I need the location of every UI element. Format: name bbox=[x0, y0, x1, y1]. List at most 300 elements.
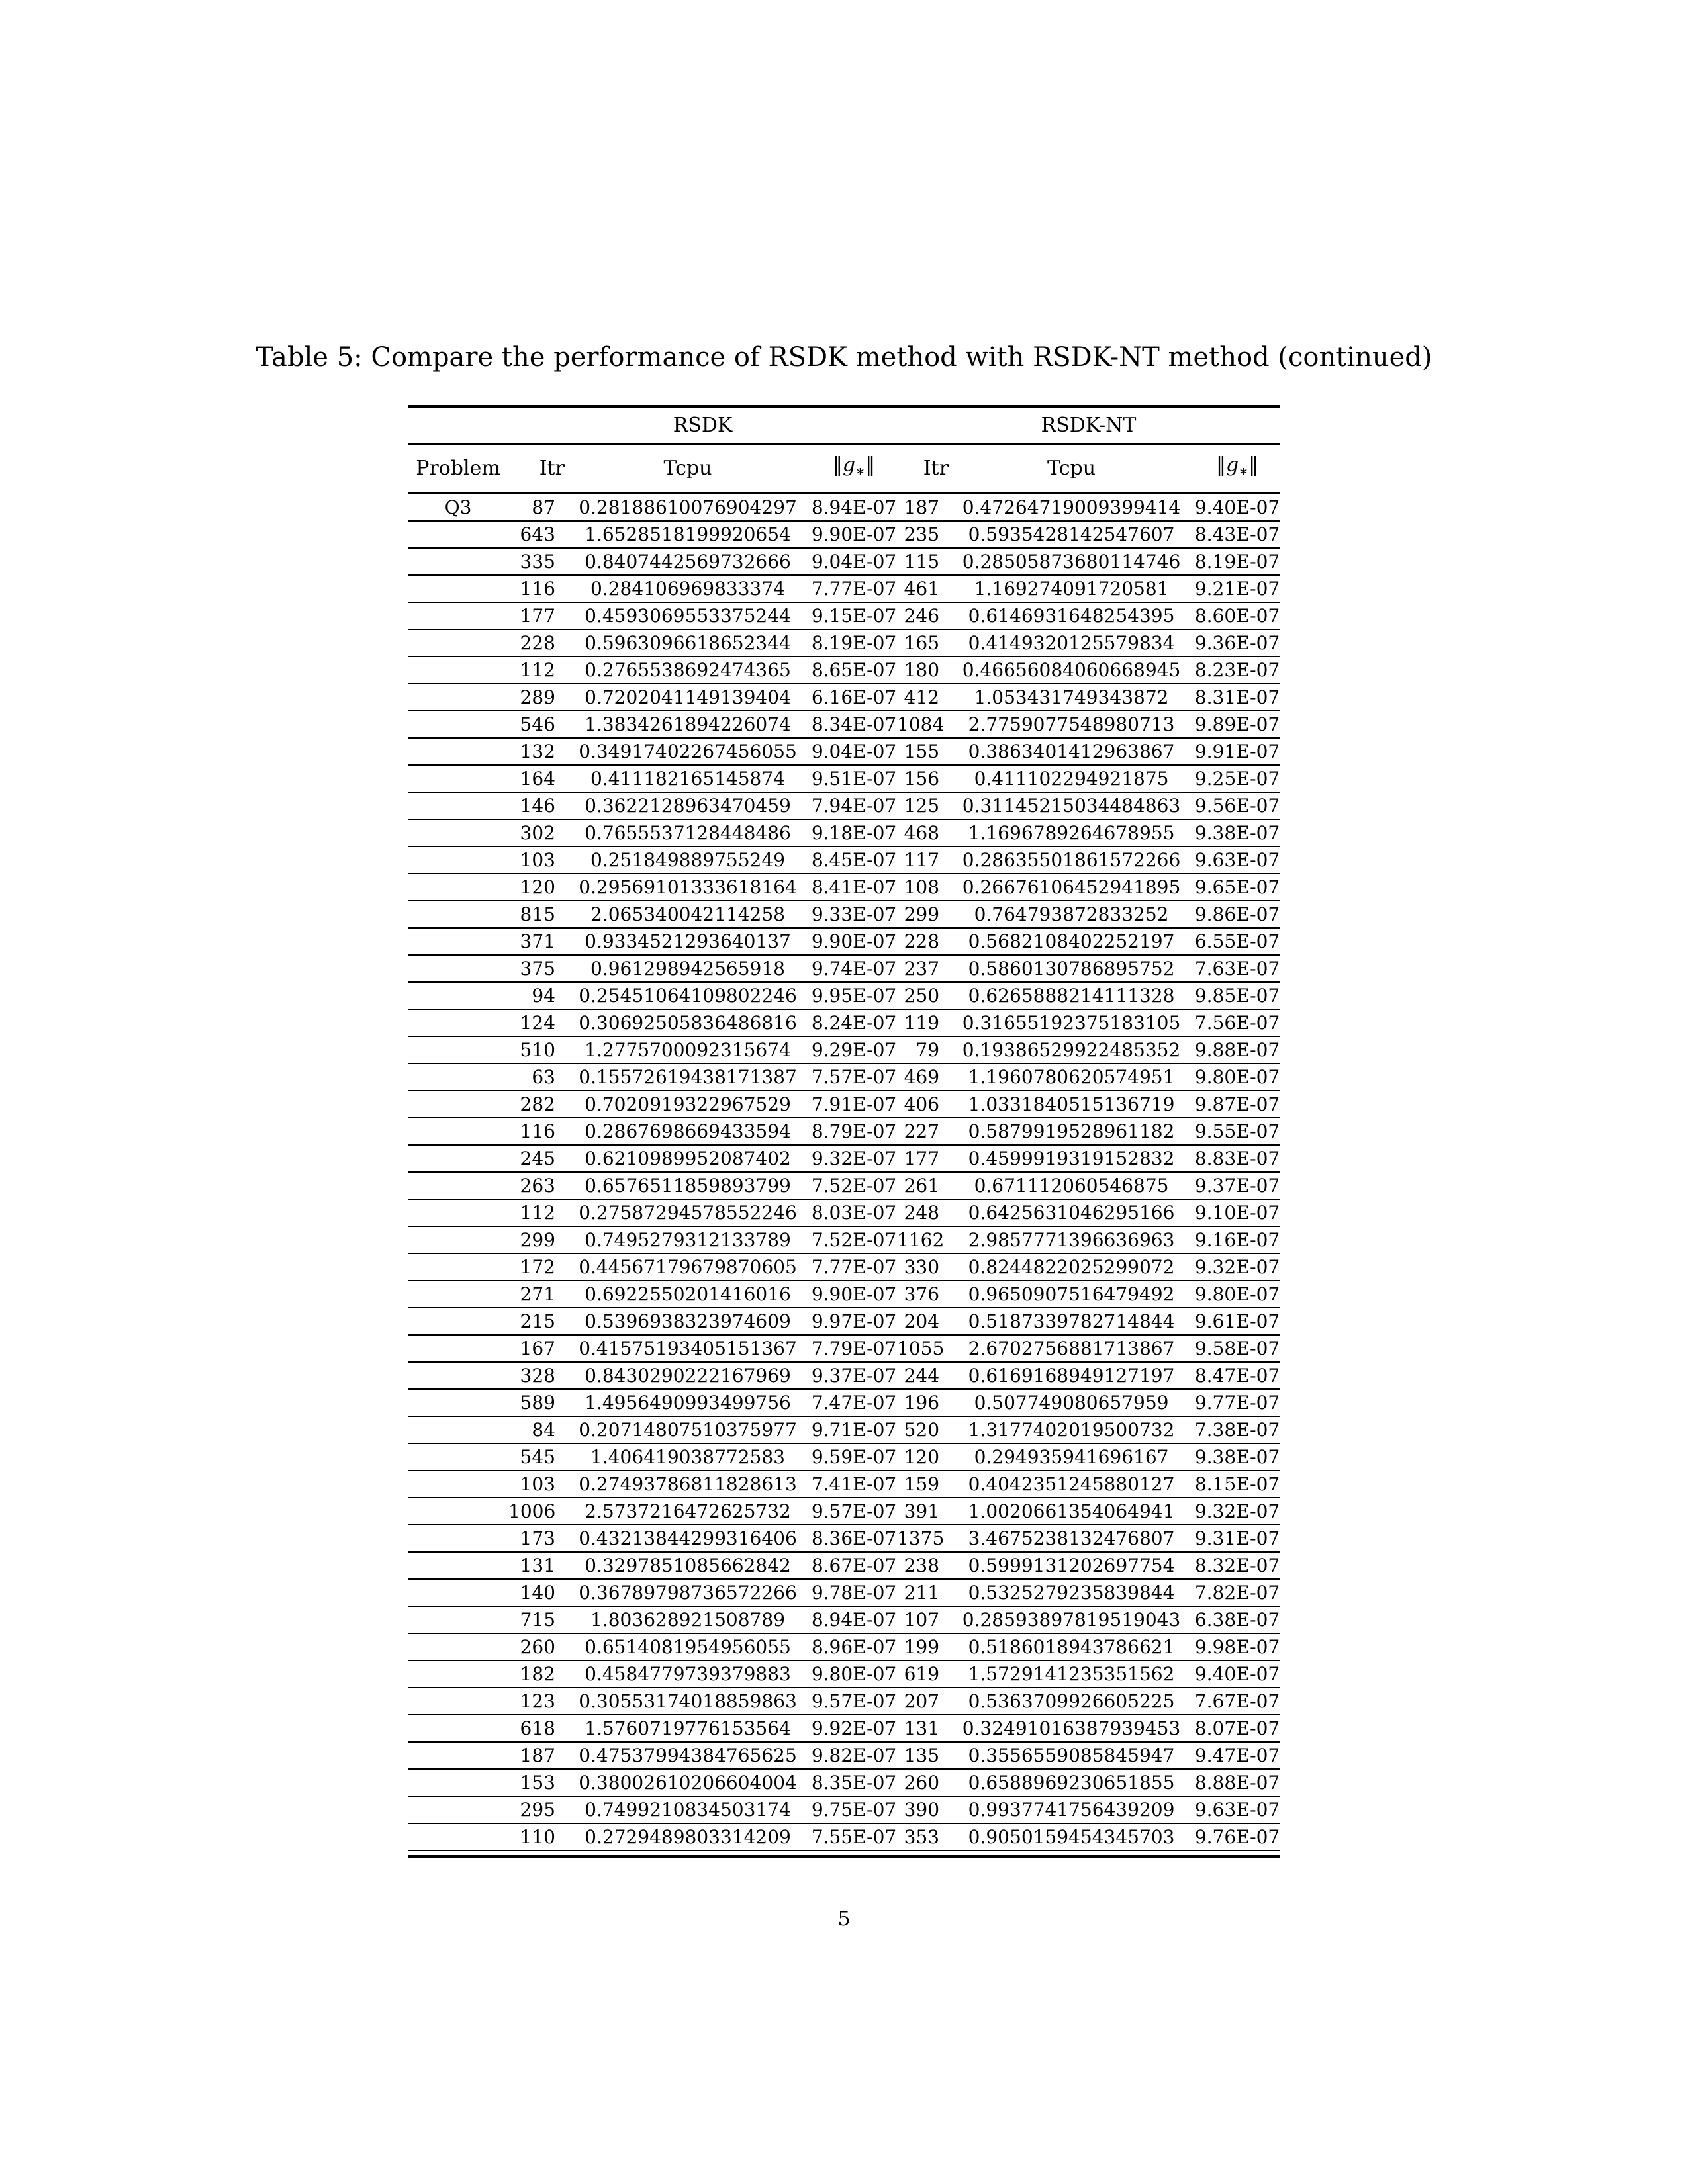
cell-problem bbox=[408, 1362, 508, 1389]
cell-itr-rsdknt: 1375 bbox=[897, 1525, 949, 1552]
cell-tcpu-rsdk: 0.7202041149139404 bbox=[565, 684, 811, 711]
column-header-tcpu-rsdknt: Tcpu bbox=[949, 444, 1194, 494]
table-row bbox=[408, 792, 1280, 819]
cell-gnorm-rsdknt: 7.82E-07 bbox=[1194, 1579, 1280, 1606]
cell-tcpu-rsdknt: 0.4599919319152832 bbox=[949, 1145, 1194, 1172]
table-row bbox=[408, 1362, 1280, 1389]
cell-tcpu-rsdk: 0.7655537128448486 bbox=[565, 819, 811, 846]
cell-itr-rsdknt: 120 bbox=[897, 1443, 949, 1471]
cell-tcpu-rsdk: 0.6210989952087402 bbox=[565, 1145, 811, 1172]
table-row bbox=[408, 1226, 1280, 1253]
cell-itr-rsdknt: 237 bbox=[897, 955, 949, 982]
cell-problem bbox=[408, 874, 508, 901]
table-row bbox=[408, 548, 1280, 575]
cell-gnorm-rsdk: 9.37E-07 bbox=[811, 1362, 897, 1389]
cell-itr-rsdknt: 1084 bbox=[897, 711, 949, 738]
cell-itr-rsdk: 173 bbox=[508, 1525, 565, 1552]
cell-gnorm-rsdk: 9.59E-07 bbox=[811, 1443, 897, 1471]
table-row bbox=[408, 1118, 1280, 1145]
cell-tcpu-rsdk: 0.3622128963470459 bbox=[565, 792, 811, 819]
cell-itr-rsdknt: 155 bbox=[897, 738, 949, 765]
cell-itr-rsdk: 172 bbox=[508, 1253, 565, 1281]
cell-itr-rsdk: 153 bbox=[508, 1769, 565, 1796]
cell-problem bbox=[408, 684, 508, 711]
table-row bbox=[408, 657, 1280, 684]
table-row bbox=[408, 1715, 1280, 1742]
cell-problem bbox=[408, 1769, 508, 1796]
cell-tcpu-rsdknt: 0.3863401412963867 bbox=[949, 738, 1194, 765]
table-row bbox=[408, 1199, 1280, 1226]
cell-problem bbox=[408, 1308, 508, 1335]
cell-gnorm-rsdk: 7.77E-07 bbox=[811, 1253, 897, 1281]
table-row bbox=[408, 1661, 1280, 1688]
cell-itr-rsdknt: 79 bbox=[897, 1036, 949, 1064]
column-header-row bbox=[408, 444, 1280, 494]
cell-gnorm-rsdk: 9.90E-07 bbox=[811, 928, 897, 955]
table-row bbox=[408, 575, 1280, 602]
cell-gnorm-rsdk: 9.04E-07 bbox=[811, 738, 897, 765]
table-row bbox=[408, 521, 1280, 548]
cell-tcpu-rsdk: 0.25451064109802246 bbox=[565, 982, 811, 1009]
cell-gnorm-rsdknt: 9.40E-07 bbox=[1194, 494, 1280, 522]
cell-tcpu-rsdk: 1.803628921508789 bbox=[565, 1606, 811, 1633]
cell-itr-rsdknt: 199 bbox=[897, 1633, 949, 1661]
column-header-gnorm-rsdk bbox=[811, 444, 897, 494]
cell-tcpu-rsdknt: 1.1696789264678955 bbox=[949, 819, 1194, 846]
cell-itr-rsdk: 643 bbox=[508, 521, 565, 548]
cell-problem bbox=[408, 738, 508, 765]
cell-itr-rsdk: 1006 bbox=[508, 1498, 565, 1525]
cell-tcpu-rsdk: 0.34917402267456055 bbox=[565, 738, 811, 765]
table-row bbox=[408, 819, 1280, 846]
cell-itr-rsdknt: 248 bbox=[897, 1199, 949, 1226]
cell-tcpu-rsdk: 0.44567179679870605 bbox=[565, 1253, 811, 1281]
table-row bbox=[408, 629, 1280, 657]
table-row bbox=[408, 1009, 1280, 1036]
group-header-rsdk-nt: RSDK-NT bbox=[897, 406, 1280, 444]
cell-gnorm-rsdknt: 9.21E-07 bbox=[1194, 575, 1280, 602]
cell-itr-rsdk: 815 bbox=[508, 901, 565, 928]
cell-itr-rsdk: 215 bbox=[508, 1308, 565, 1335]
cell-gnorm-rsdk: 7.77E-07 bbox=[811, 575, 897, 602]
cell-gnorm-rsdknt: 9.91E-07 bbox=[1194, 738, 1280, 765]
column-header-tcpu-rsdk: Tcpu bbox=[565, 444, 811, 494]
cell-itr-rsdk: 545 bbox=[508, 1443, 565, 1471]
table-row bbox=[408, 928, 1280, 955]
cell-gnorm-rsdknt: 8.47E-07 bbox=[1194, 1362, 1280, 1389]
table-row bbox=[408, 1823, 1280, 1850]
cell-tcpu-rsdknt: 0.26676106452941895 bbox=[949, 874, 1194, 901]
cell-gnorm-rsdknt: 9.47E-07 bbox=[1194, 1742, 1280, 1769]
cell-tcpu-rsdk: 0.29569101333618164 bbox=[565, 874, 811, 901]
cell-problem bbox=[408, 955, 508, 982]
table-row bbox=[408, 1443, 1280, 1471]
cell-problem bbox=[408, 1579, 508, 1606]
cell-problem bbox=[408, 1253, 508, 1281]
table-bottom-rule bbox=[408, 1855, 1280, 1858]
cell-gnorm-rsdknt: 8.07E-07 bbox=[1194, 1715, 1280, 1742]
cell-gnorm-rsdknt: 9.87E-07 bbox=[1194, 1091, 1280, 1118]
cell-itr-rsdknt: 227 bbox=[897, 1118, 949, 1145]
cell-gnorm-rsdk: 7.94E-07 bbox=[811, 792, 897, 819]
cell-itr-rsdk: 120 bbox=[508, 874, 565, 901]
cell-itr-rsdknt: 520 bbox=[897, 1416, 949, 1443]
cell-gnorm-rsdk: 8.67E-07 bbox=[811, 1552, 897, 1579]
cell-gnorm-rsdk: 7.79E-07 bbox=[811, 1335, 897, 1362]
cell-tcpu-rsdk: 0.47537994384765625 bbox=[565, 1742, 811, 1769]
cell-tcpu-rsdknt: 1.0331840515136719 bbox=[949, 1091, 1194, 1118]
cell-tcpu-rsdknt: 0.671112060546875 bbox=[949, 1172, 1194, 1199]
cell-gnorm-rsdknt: 8.60E-07 bbox=[1194, 602, 1280, 629]
cell-problem bbox=[408, 1471, 508, 1498]
cell-itr-rsdknt: 196 bbox=[897, 1389, 949, 1416]
cell-gnorm-rsdk: 9.15E-07 bbox=[811, 602, 897, 629]
table-row bbox=[408, 1688, 1280, 1715]
cell-gnorm-rsdk: 7.55E-07 bbox=[811, 1823, 897, 1850]
cell-gnorm-rsdk: 9.75E-07 bbox=[811, 1796, 897, 1823]
cell-gnorm-rsdk: 8.45E-07 bbox=[811, 846, 897, 874]
cell-gnorm-rsdknt: 9.80E-07 bbox=[1194, 1281, 1280, 1308]
results-table bbox=[408, 405, 1280, 1851]
cell-problem bbox=[408, 928, 508, 955]
cell-itr-rsdknt: 156 bbox=[897, 765, 949, 792]
norm-star: ∗ bbox=[855, 463, 866, 480]
cell-tcpu-rsdk: 0.284106969833374 bbox=[565, 575, 811, 602]
table-row bbox=[408, 1172, 1280, 1199]
cell-itr-rsdk: 146 bbox=[508, 792, 565, 819]
group-header-rsdk: RSDK bbox=[508, 406, 897, 444]
cell-itr-rsdknt: 390 bbox=[897, 1796, 949, 1823]
cell-gnorm-rsdknt: 9.58E-07 bbox=[1194, 1335, 1280, 1362]
cell-tcpu-rsdk: 1.406419038772583 bbox=[565, 1443, 811, 1471]
cell-itr-rsdknt: 244 bbox=[897, 1362, 949, 1389]
cell-gnorm-rsdknt: 9.31E-07 bbox=[1194, 1525, 1280, 1552]
cell-gnorm-rsdk: 7.52E-07 bbox=[811, 1172, 897, 1199]
cell-gnorm-rsdk: 9.80E-07 bbox=[811, 1661, 897, 1688]
cell-itr-rsdk: 187 bbox=[508, 1742, 565, 1769]
cell-problem: Q3 bbox=[408, 494, 508, 522]
cell-tcpu-rsdk: 0.6576511859893799 bbox=[565, 1172, 811, 1199]
cell-tcpu-rsdknt: 0.5860130786895752 bbox=[949, 955, 1194, 982]
cell-gnorm-rsdknt: 9.77E-07 bbox=[1194, 1389, 1280, 1416]
cell-itr-rsdk: 510 bbox=[508, 1036, 565, 1064]
cell-problem bbox=[408, 629, 508, 657]
table-row bbox=[408, 1769, 1280, 1796]
cell-itr-rsdk: 371 bbox=[508, 928, 565, 955]
cell-itr-rsdknt: 261 bbox=[897, 1172, 949, 1199]
table-row bbox=[408, 1742, 1280, 1769]
cell-gnorm-rsdk: 9.18E-07 bbox=[811, 819, 897, 846]
cell-gnorm-rsdk: 7.91E-07 bbox=[811, 1091, 897, 1118]
table-row bbox=[408, 1525, 1280, 1552]
cell-itr-rsdk: 589 bbox=[508, 1389, 565, 1416]
cell-itr-rsdk: 116 bbox=[508, 575, 565, 602]
cell-tcpu-rsdknt: 2.9857771396636963 bbox=[949, 1226, 1194, 1253]
cell-problem bbox=[408, 1172, 508, 1199]
cell-itr-rsdknt: 204 bbox=[897, 1308, 949, 1335]
cell-problem bbox=[408, 1633, 508, 1661]
norm-close-bar: ‖ bbox=[1248, 453, 1259, 477]
cell-problem bbox=[408, 1091, 508, 1118]
cell-tcpu-rsdknt: 1.169274091720581 bbox=[949, 575, 1194, 602]
cell-problem bbox=[408, 1498, 508, 1525]
cell-problem bbox=[408, 1715, 508, 1742]
cell-gnorm-rsdknt: 8.88E-07 bbox=[1194, 1769, 1280, 1796]
cell-itr-rsdknt: 238 bbox=[897, 1552, 949, 1579]
norm-open-bar: ‖ bbox=[832, 453, 843, 477]
cell-tcpu-rsdk: 2.065340042114258 bbox=[565, 901, 811, 928]
cell-gnorm-rsdk: 9.92E-07 bbox=[811, 1715, 897, 1742]
cell-problem bbox=[408, 792, 508, 819]
cell-tcpu-rsdk: 0.15572619438171387 bbox=[565, 1064, 811, 1091]
table-row bbox=[408, 1389, 1280, 1416]
cell-itr-rsdk: 103 bbox=[508, 1471, 565, 1498]
cell-problem bbox=[408, 1416, 508, 1443]
cell-itr-rsdknt: 119 bbox=[897, 1009, 949, 1036]
cell-itr-rsdknt: 207 bbox=[897, 1688, 949, 1715]
cell-gnorm-rsdknt: 9.65E-07 bbox=[1194, 874, 1280, 901]
table-row bbox=[408, 684, 1280, 711]
cell-gnorm-rsdk: 9.74E-07 bbox=[811, 955, 897, 982]
cell-gnorm-rsdknt: 9.55E-07 bbox=[1194, 1118, 1280, 1145]
cell-itr-rsdknt: 391 bbox=[897, 1498, 949, 1525]
cell-tcpu-rsdk: 0.2729489803314209 bbox=[565, 1823, 811, 1850]
cell-itr-rsdknt: 211 bbox=[897, 1579, 949, 1606]
cell-tcpu-rsdk: 0.3297851085662842 bbox=[565, 1552, 811, 1579]
cell-tcpu-rsdknt: 0.6146931648254395 bbox=[949, 602, 1194, 629]
cell-tcpu-rsdk: 0.7020919322967529 bbox=[565, 1091, 811, 1118]
cell-tcpu-rsdknt: 0.46656084060668945 bbox=[949, 657, 1194, 684]
cell-tcpu-rsdknt: 0.31145215034484863 bbox=[949, 792, 1194, 819]
cell-itr-rsdk: 167 bbox=[508, 1335, 565, 1362]
cell-tcpu-rsdk: 0.411182165145874 bbox=[565, 765, 811, 792]
cell-itr-rsdk: 123 bbox=[508, 1688, 565, 1715]
cell-itr-rsdknt: 461 bbox=[897, 575, 949, 602]
cell-tcpu-rsdknt: 0.9650907516479492 bbox=[949, 1281, 1194, 1308]
cell-itr-rsdk: 335 bbox=[508, 548, 565, 575]
cell-tcpu-rsdknt: 1.0020661354064941 bbox=[949, 1498, 1194, 1525]
cell-itr-rsdknt: 250 bbox=[897, 982, 949, 1009]
cell-gnorm-rsdk: 9.57E-07 bbox=[811, 1688, 897, 1715]
cell-gnorm-rsdk: 9.95E-07 bbox=[811, 982, 897, 1009]
cell-gnorm-rsdk: 9.51E-07 bbox=[811, 765, 897, 792]
cell-gnorm-rsdk: 8.03E-07 bbox=[811, 1199, 897, 1226]
cell-tcpu-rsdknt: 0.6425631046295166 bbox=[949, 1199, 1194, 1226]
table-row bbox=[408, 982, 1280, 1009]
cell-gnorm-rsdk: 9.90E-07 bbox=[811, 521, 897, 548]
cell-gnorm-rsdknt: 8.83E-07 bbox=[1194, 1145, 1280, 1172]
cell-gnorm-rsdknt: 9.32E-07 bbox=[1194, 1498, 1280, 1525]
cell-tcpu-rsdk: 0.6514081954956055 bbox=[565, 1633, 811, 1661]
cell-itr-rsdk: 546 bbox=[508, 711, 565, 738]
table-row bbox=[408, 1091, 1280, 1118]
cell-gnorm-rsdknt: 9.61E-07 bbox=[1194, 1308, 1280, 1335]
cell-gnorm-rsdk: 6.16E-07 bbox=[811, 684, 897, 711]
cell-tcpu-rsdknt: 0.3556559085845947 bbox=[949, 1742, 1194, 1769]
cell-problem bbox=[408, 901, 508, 928]
cell-tcpu-rsdk: 1.3834261894226074 bbox=[565, 711, 811, 738]
cell-tcpu-rsdk: 0.2867698669433594 bbox=[565, 1118, 811, 1145]
table-body bbox=[408, 494, 1280, 1851]
table-row bbox=[408, 1145, 1280, 1172]
cell-tcpu-rsdknt: 0.507749080657959 bbox=[949, 1389, 1194, 1416]
cell-itr-rsdknt: 107 bbox=[897, 1606, 949, 1633]
cell-gnorm-rsdknt: 9.63E-07 bbox=[1194, 846, 1280, 874]
cell-tcpu-rsdknt: 0.411102294921875 bbox=[949, 765, 1194, 792]
cell-itr-rsdk: 164 bbox=[508, 765, 565, 792]
cell-tcpu-rsdknt: 2.7759077548980713 bbox=[949, 711, 1194, 738]
cell-itr-rsdk: 131 bbox=[508, 1552, 565, 1579]
cell-itr-rsdknt: 353 bbox=[897, 1823, 949, 1850]
cell-itr-rsdknt: 115 bbox=[897, 548, 949, 575]
cell-problem bbox=[408, 711, 508, 738]
cell-itr-rsdk: 245 bbox=[508, 1145, 565, 1172]
table-row bbox=[408, 1633, 1280, 1661]
cell-problem bbox=[408, 1796, 508, 1823]
cell-problem bbox=[408, 1281, 508, 1308]
cell-gnorm-rsdk: 9.97E-07 bbox=[811, 1308, 897, 1335]
cell-gnorm-rsdknt: 9.63E-07 bbox=[1194, 1796, 1280, 1823]
cell-itr-rsdknt: 330 bbox=[897, 1253, 949, 1281]
table-row bbox=[408, 602, 1280, 629]
cell-gnorm-rsdknt: 9.32E-07 bbox=[1194, 1253, 1280, 1281]
cell-itr-rsdknt: 131 bbox=[897, 1715, 949, 1742]
cell-gnorm-rsdk: 9.57E-07 bbox=[811, 1498, 897, 1525]
cell-tcpu-rsdk: 0.9334521293640137 bbox=[565, 928, 811, 955]
cell-itr-rsdknt: 1055 bbox=[897, 1335, 949, 1362]
cell-gnorm-rsdknt: 9.56E-07 bbox=[1194, 792, 1280, 819]
column-header-itr-rsdk: Itr bbox=[508, 444, 565, 494]
cell-tcpu-rsdknt: 0.6265888214111328 bbox=[949, 982, 1194, 1009]
cell-gnorm-rsdk: 8.41E-07 bbox=[811, 874, 897, 901]
cell-itr-rsdknt: 619 bbox=[897, 1661, 949, 1688]
cell-tcpu-rsdknt: 0.294935941696167 bbox=[949, 1443, 1194, 1471]
table-row bbox=[408, 1036, 1280, 1064]
cell-gnorm-rsdknt: 9.10E-07 bbox=[1194, 1199, 1280, 1226]
cell-gnorm-rsdk: 8.19E-07 bbox=[811, 629, 897, 657]
cell-tcpu-rsdk: 0.8430290222167969 bbox=[565, 1362, 811, 1389]
cell-tcpu-rsdknt: 0.47264719009399414 bbox=[949, 494, 1194, 522]
cell-problem bbox=[408, 657, 508, 684]
cell-tcpu-rsdknt: 0.5325279235839844 bbox=[949, 1579, 1194, 1606]
cell-itr-rsdk: 63 bbox=[508, 1064, 565, 1091]
cell-itr-rsdk: 182 bbox=[508, 1661, 565, 1688]
cell-itr-rsdknt: 165 bbox=[897, 629, 949, 657]
cell-tcpu-rsdk: 0.8407442569732666 bbox=[565, 548, 811, 575]
cell-tcpu-rsdknt: 1.053431749343872 bbox=[949, 684, 1194, 711]
cell-itr-rsdk: 94 bbox=[508, 982, 565, 1009]
cell-itr-rsdk: 110 bbox=[508, 1823, 565, 1850]
cell-tcpu-rsdk: 1.4956490993499756 bbox=[565, 1389, 811, 1416]
cell-itr-rsdk: 299 bbox=[508, 1226, 565, 1253]
cell-itr-rsdknt: 468 bbox=[897, 819, 949, 846]
cell-tcpu-rsdk: 0.5963096618652344 bbox=[565, 629, 811, 657]
cell-tcpu-rsdk: 1.2775700092315674 bbox=[565, 1036, 811, 1064]
cell-itr-rsdk: 112 bbox=[508, 657, 565, 684]
table-row bbox=[408, 901, 1280, 928]
cell-gnorm-rsdknt: 8.15E-07 bbox=[1194, 1471, 1280, 1498]
cell-gnorm-rsdk: 8.79E-07 bbox=[811, 1118, 897, 1145]
cell-problem bbox=[408, 1661, 508, 1688]
cell-tcpu-rsdk: 0.43213844299316406 bbox=[565, 1525, 811, 1552]
cell-tcpu-rsdk: 0.30692505836486816 bbox=[565, 1009, 811, 1036]
cell-gnorm-rsdk: 8.34E-07 bbox=[811, 711, 897, 738]
cell-tcpu-rsdk: 0.4584779739379883 bbox=[565, 1661, 811, 1688]
cell-gnorm-rsdk: 8.96E-07 bbox=[811, 1633, 897, 1661]
cell-tcpu-rsdknt: 0.5363709926605225 bbox=[949, 1688, 1194, 1715]
cell-gnorm-rsdk: 7.41E-07 bbox=[811, 1471, 897, 1498]
cell-tcpu-rsdknt: 0.5187339782714844 bbox=[949, 1308, 1194, 1335]
cell-itr-rsdknt: 246 bbox=[897, 602, 949, 629]
cell-gnorm-rsdk: 9.82E-07 bbox=[811, 1742, 897, 1769]
column-header-itr-rsdknt: Itr bbox=[897, 444, 949, 494]
cell-tcpu-rsdk: 0.6922550201416016 bbox=[565, 1281, 811, 1308]
cell-itr-rsdknt: 406 bbox=[897, 1091, 949, 1118]
cell-itr-rsdk: 271 bbox=[508, 1281, 565, 1308]
cell-gnorm-rsdk: 9.71E-07 bbox=[811, 1416, 897, 1443]
cell-itr-rsdk: 295 bbox=[508, 1796, 565, 1823]
cell-problem bbox=[408, 521, 508, 548]
cell-gnorm-rsdknt: 9.89E-07 bbox=[1194, 711, 1280, 738]
page-number: 5 bbox=[837, 1907, 851, 1931]
cell-itr-rsdknt: 135 bbox=[897, 1742, 949, 1769]
cell-itr-rsdk: 715 bbox=[508, 1606, 565, 1633]
table-row bbox=[408, 1796, 1280, 1823]
cell-gnorm-rsdk: 8.35E-07 bbox=[811, 1769, 897, 1796]
cell-itr-rsdknt: 177 bbox=[897, 1145, 949, 1172]
cell-problem bbox=[408, 982, 508, 1009]
cell-itr-rsdknt: 108 bbox=[897, 874, 949, 901]
cell-tcpu-rsdk: 0.36789798736572266 bbox=[565, 1579, 811, 1606]
cell-gnorm-rsdknt: 9.80E-07 bbox=[1194, 1064, 1280, 1091]
cell-itr-rsdk: 618 bbox=[508, 1715, 565, 1742]
table-row bbox=[408, 1471, 1280, 1498]
cell-itr-rsdk: 132 bbox=[508, 738, 565, 765]
cell-problem bbox=[408, 1606, 508, 1633]
column-header-gnorm-rsdknt bbox=[1194, 444, 1280, 494]
cell-gnorm-rsdk: 7.57E-07 bbox=[811, 1064, 897, 1091]
table-row bbox=[408, 1579, 1280, 1606]
cell-gnorm-rsdk: 9.29E-07 bbox=[811, 1036, 897, 1064]
cell-tcpu-rsdknt: 0.6169168949127197 bbox=[949, 1362, 1194, 1389]
cell-gnorm-rsdknt: 9.37E-07 bbox=[1194, 1172, 1280, 1199]
cell-problem bbox=[408, 1688, 508, 1715]
cell-itr-rsdknt: 117 bbox=[897, 846, 949, 874]
cell-problem bbox=[408, 575, 508, 602]
cell-problem bbox=[408, 765, 508, 792]
cell-itr-rsdknt: 125 bbox=[897, 792, 949, 819]
table-row bbox=[408, 955, 1280, 982]
cell-itr-rsdknt: 180 bbox=[897, 657, 949, 684]
cell-itr-rsdk: 124 bbox=[508, 1009, 565, 1036]
cell-tcpu-rsdknt: 0.4042351245880127 bbox=[949, 1471, 1194, 1498]
cell-tcpu-rsdk: 1.5760719776153564 bbox=[565, 1715, 811, 1742]
cell-tcpu-rsdk: 0.27587294578552246 bbox=[565, 1199, 811, 1226]
cell-itr-rsdknt: 235 bbox=[897, 521, 949, 548]
cell-gnorm-rsdknt: 6.55E-07 bbox=[1194, 928, 1280, 955]
cell-tcpu-rsdknt: 0.28505873680114746 bbox=[949, 548, 1194, 575]
cell-problem bbox=[408, 1525, 508, 1552]
cell-tcpu-rsdknt: 0.28635501861572266 bbox=[949, 846, 1194, 874]
table-row bbox=[408, 494, 1280, 522]
cell-gnorm-rsdk: 7.47E-07 bbox=[811, 1389, 897, 1416]
cell-gnorm-rsdknt: 7.38E-07 bbox=[1194, 1416, 1280, 1443]
cell-itr-rsdk: 177 bbox=[508, 602, 565, 629]
cell-gnorm-rsdknt: 6.38E-07 bbox=[1194, 1606, 1280, 1633]
cell-gnorm-rsdk: 8.65E-07 bbox=[811, 657, 897, 684]
cell-tcpu-rsdk: 2.5737216472625732 bbox=[565, 1498, 811, 1525]
cell-itr-rsdknt: 159 bbox=[897, 1471, 949, 1498]
